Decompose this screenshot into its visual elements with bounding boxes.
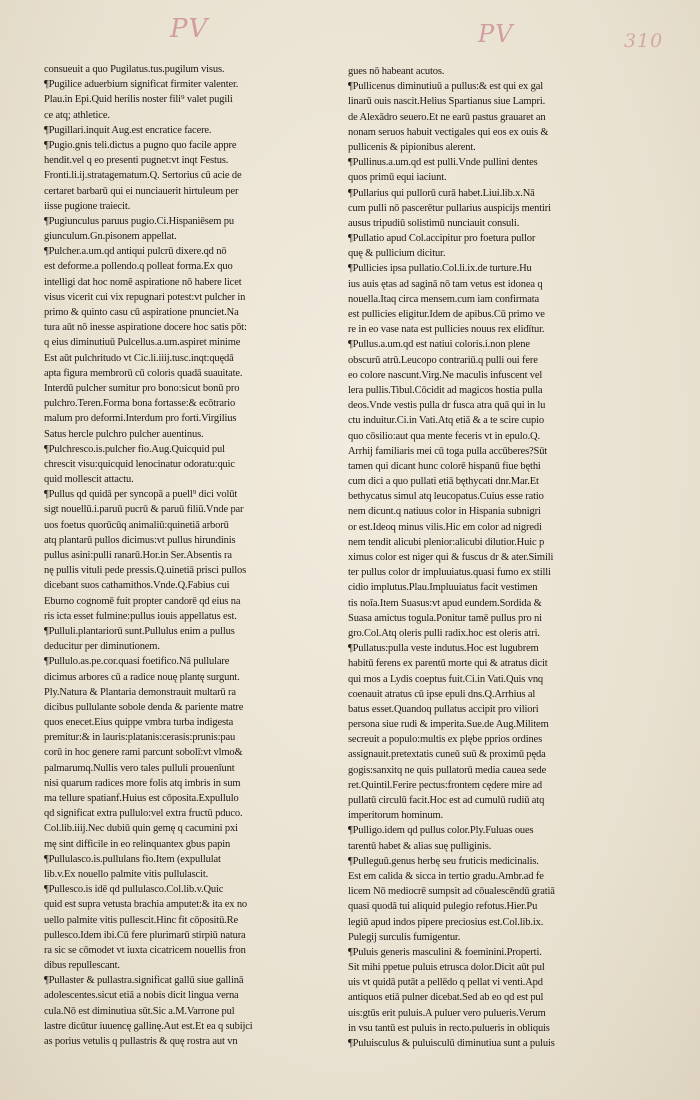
text-line: Ply.Natura & Plantaria demonstrauit multarū ra [44,686,236,698]
text-line: Plau.in Epi.Quid herilis noster fili⁹ valet pugili [44,94,233,106]
text-line: tamen qui dicant hunc colorē hispanū fiue bęthi [348,460,541,472]
text-line: Est aūt pulchritudo vt Cic.li.iiij.tusc.inqt:quędā [44,352,234,364]
text-line: ¶Pullatus:pulla veste indutus.Hoc est lugubrem [348,643,539,655]
text-line: re in eo vase nata est pullicies nouus rex elidītur. [348,324,545,336]
text-line: antiquos etiā pulner dicebat.Sed ab eo qd est pul [348,992,544,1004]
text-line: batus esset.Quandoq pullatus accipit pro viliori [348,703,539,715]
text-line: pullus asini:pulli ranarū.Hor.in Ser.Absentis ra [44,550,232,561]
text-line: gues nō habeant acutos. [348,66,445,77]
text-line: cula.Nō est diminutiua sūt.Sic a.M.Varrone pul [44,1005,235,1017]
text-line: ¶Pullicies ipsa pullatio.Col.li.ix.de turture.Hu [348,263,532,275]
text-line: Pulegij surculis fumigentur. [348,931,461,943]
text-line: quos enecet.Eius quippe vmbra turba indigesta [44,717,234,729]
text-line: deducitur per diminutionem. [44,641,160,653]
text-line: corū in hoc genere rami parcunt sobolī:vt vlmo& [44,747,243,759]
text-line: est pullicies eligitur.Idem de apibus.Cū primo ve [348,309,545,320]
text-line: lera pullis.Tibul.Cōcidit ad magicos hostia pulla [348,384,543,396]
text-line: imperitorum hominum. [348,810,443,822]
text-line: deos.Vnde vestis pulla dr fusca atra quā qui in lu [348,400,546,412]
text-line: nouella.Itaq circa mensem.cum iam confirmata [348,293,540,305]
text-column-left [44,62,306,1049]
text-line: Eburno cognomē fuit propter candorē qd eius na [44,595,241,607]
text-line: Fronti.li.ij.stratagematum.Q. Sertorius cū acie de [44,170,242,182]
text-line: pullesco.Idem ibi.Cū fere plurimarū stirpiū natura [44,929,246,941]
text-line: ce atq; athletice. [44,109,110,121]
text-line: ctu induitur.Ci.in Vati.Atq etiā & a te scire cupio [348,415,544,427]
text-line: ¶Pulligo.idem qd pullus color.Ply.Fuluas oues [348,825,534,837]
text-line: visus vicerit cui vix repugnari potest:vt pulcher in [44,291,246,303]
text-line: tura aūt nō inesse aspiratione docere hoc satis pōt: [44,322,247,334]
text-line: ¶Pulluli.plantariorū sunt.Pullulus enim a pullus [44,625,235,637]
text-line: habitū ferens ex parentū morte qui & atratus dicit [348,658,548,670]
text-line: uello palmite vitis pullescit.Hinc fit cōpositū.Re [44,914,239,926]
text-line: gro.Col.Atq oleris pulli radix.hoc est oleris atri. [348,627,540,639]
text-line: ter pullus color dr impluuiatus.quasi fumo ex stilli [348,567,551,579]
text-line: assignauit.pretextatis cuneū suū & proximū pęda [348,749,546,761]
text-line: ra sic se cōmodet vt iuxta cicatricem nouellis fron [44,944,246,956]
text-line: Sit mihi ppetue puluis etrusca dolor.Dicit aūt pul [348,962,545,974]
text-line: Arrhij familiaris mei cū toga pulla accūberes?Sūt [348,445,548,457]
text-line: adolescentes.sicut etiā a nobis dicit lingua verna [44,990,239,1002]
text-line: pullatū circulū facit.Hoc est ad cumulū rudiū atq [348,795,545,806]
text-line: ¶Puluisculus & puluisculū diminutiua sunt a puluis [348,1038,555,1049]
text-line: tarentū habet & alias suę pulliginis. [348,840,492,852]
text-line: ¶Pullulasco.is.pullulans fio.Item (expullulat [44,853,221,865]
text-line: dicebant suos cathamithos.Vnde.Q.Fabius cui [44,580,230,592]
text-line: tis noīa.Item Suasus:vt apud eundem.Sordida & [348,597,542,609]
text-line: pulchro.Teren.Forma bona fortasse:& ecōtrario [44,398,236,410]
text-line: in vsu tantū est puluis in recto.pulueris in obliquis [348,1022,550,1034]
text-line: sigt nouellū.i.paruū pucrū & paruū filiū.Vnde par [44,504,244,516]
text-line: linarū ouis nascit.Helius Spartianus siue Lampri. [348,96,546,108]
text-line: ¶Pullesco.is idē qd pullulasco.Col.lib.v.Quic [44,884,224,896]
text-line: ¶Pulchresco.is.pulcher fio.Aug.Quicquid pul [44,443,225,455]
text-line: ris icta esset fulmine:pullus iouis appellatus est. [44,610,237,622]
text-line: qd significat extra pullulo:vel extra fructū pduco. [44,808,243,820]
text-line: ¶Pullinus.a.um.qd est pulli.Vnde pullini dentes [348,157,538,169]
text-line: quo cōsilio:aut qua mente feceris vt in epulo.Q. [348,430,540,442]
text-line: nem tendit alicubi plenior:alicubi dilutior.Huic p [348,536,545,548]
text-line: as porius vetulis q pullastris & quę rostra aut vn [44,1036,238,1047]
text-line: ¶Pugiunculus paruus pugio.Ci.Hispaniēsem pu [44,215,234,227]
text-line: Satus hercle pulchro pulcher auentinus. [44,428,204,440]
text-line: Est em calida & sicca in tertio gradu.Ambr.ad fe [348,870,544,882]
text-line: quasi quodā tui aliquid pulegio refotus.Hier.Pu [348,901,538,913]
text-line: Suasa amictus togula.Ponitur tamē pullus pro ni [348,612,542,624]
text-line: gogis:sanxitq ne quis pullatorū media cauea sede [348,764,547,776]
text-line: dibus repullescant. [44,960,120,972]
text-line: giunculum.Gn.pisonem appellat. [44,231,177,243]
text-line: nisi quarum radices more folis atq imbris in sum [44,777,241,789]
text-line: quid mollescit attactu. [44,474,134,486]
text-line: ximus color est niger qui & fuscus dr & ater.Simili [348,552,554,563]
text-line: palmarumq.Nullis vero tales pulluli prouenīunt [44,762,235,774]
text-line: ¶Pullus qd quidā per syncopā a puell⁹ dici volūt [44,489,238,501]
handwritten-mark-right: PV [478,20,514,48]
text-line: or est.Ideoq minus vilis.Hic em color ad nigredi [348,521,542,533]
text-line: ¶Pulleguū.genus herbę seu fruticis medicinalis. [348,855,539,867]
text-line: quos primū equi iaciunt. [348,172,447,184]
text-line: ausus tripudiū solistimū nunciauit consuli. [348,217,520,229]
text-line: chrescit visu:quicquid lenocinatur odoratu:quic [44,458,235,470]
text-line: hendit.vel q eo presenti pugnet:vt inqt Festus. [44,155,229,167]
handwritten-mark-left: PV [170,14,209,44]
text-line: q eius diminutiuū Pulcellus.a.um.aspiret minime [44,337,241,349]
text-line: certaret barbarū qui ei nunciauerit hirtuleum per [44,185,239,197]
text-line: nę pullis vituli pede pressis.Q.uinetiā prisci pullos [44,565,247,577]
text-line: ¶Pugio.gnis teli.dictus a pugno quo facile appre [44,139,237,151]
text-line: lib.v.Ex nouello palmite vitis pullulascit. [44,868,209,880]
text-line: pullicenis & pipionibus alerent. [348,141,476,153]
text-line: eo colore nascunt.Virg.Ne maculis infuscent vel [348,369,543,381]
text-line: bethycatus simul atq leucopatus.Cuius esse ratio [348,491,544,503]
text-line: dicibus pullulante sobole denda & pariente matre [44,701,244,713]
text-line: uis vt quidā putāt a pellēdo q pellat vi venti.Apd [348,977,543,989]
text-line: ¶Pullarius qui pullorū curā habet.Liui.lib.x.Nā [348,187,535,199]
text-line: mę sint difficile in eo relinquantex gbus papin [44,838,231,850]
text-line: ¶Pugillari.inquit Aug.est encratice facere. [44,124,212,136]
text-line: cum pulli nō pascerētur pullarius auspicijs mentiri [348,202,551,214]
text-line: licem Nō mediocrē sumpsit ad cōualescēndū gratiā [348,886,555,898]
text-line: ¶Pullaster & pullastra.significat gallū siue gallinā [44,975,244,987]
text-line: qui mos a Lydis coeptus fuit.Ci.in Vati.Quis vnq [348,673,544,685]
text-line: est deforme.a pollendo.q polleat forma.Ex quo [44,261,233,273]
text-line: iisse pugione traiecit. [44,200,131,212]
text-line: ma tellure spatianf.Huius est cōposita.Expullulo [44,793,239,804]
text-line: consueuit a quo Pugilatus.tus.pugilum visus. [44,64,225,75]
text-line: ¶Pullatio apud Col.accipitur pro foetura pullor [348,233,536,245]
text-line: intelligi dat hoc nomē aspiratione nō habere licet [44,276,242,288]
text-line: ¶Pullicenus diminutiuū a pullus:& est qui ex gal [348,81,544,93]
text-line: obscurū atrū.Leucopo contrariū.q pulli oui fere [348,354,538,366]
text-line: ius auis ętas ad saginā nō tam vetus est idonea q [348,278,543,290]
text-line: atq plantarū pullos dicimus:vt pullus hirundinis [44,534,236,546]
text-line: premitur:& in lauris:platanis:cerasis:prunis:pau [44,732,236,744]
text-line: Col.lib.iiij.Nec dubiū quin gemę q cacumini pxi [44,823,238,835]
text-line: de Alexādro seuero.Et ne earū pastus grauaret an [348,111,546,123]
text-line: quę & pullicium dicitur. [348,248,446,260]
folio-number: 310 [624,30,664,52]
text-line: nem dicunt.q natiuus color in Hispania subnigri [348,506,541,518]
text-line: quid est supra vetusta brachia amputet:& ita ex no [44,899,248,911]
text-line: malum pro deformi.Interdum pro forti.Virgilius [44,413,237,425]
text-line: lastre dicūtur iuuencę gallinę.Aut est.Et ea q subijci [44,1020,253,1032]
text-line: ¶Pugilice aduerbium significat firmiter valenter. [44,79,239,91]
text-line: nonam seruos habuit vectigales qui eos ex ouis & [348,126,549,138]
text-line: dicimus arbores cū a radice nouę plantę surgunt. [44,671,240,683]
text-line: ¶Pulcher.a.um.qd antiqui pulcrū dixere.qd nō [44,246,227,258]
text-line: cidio implutus.Plau.Impluuiatus facit vestimen [348,582,538,594]
text-line: uis:gtūs erit puluis.A puluer vero pulueris.Verum [348,1007,546,1019]
text-line: persona siue rudi & imperita.Sue.de Aug.Militem [348,719,549,731]
text-line: Interdū pulcher sumitur pro bono:sicut bonū pro [44,382,240,394]
text-line: secreuit a populo:multis ex plębe pprios ordines [348,734,543,746]
text-line: ¶Pullulo.as.pe.cor.quasi foetifico.Nā pullulare [44,656,230,668]
text-column-right [348,64,610,1051]
text-line: uos foetus quorūcūq animaliū:quinetiā arborū [44,519,229,531]
text-line: coenauit atratus cū ipse epuli dns.Q.Arrhius al [348,688,536,700]
text-line: apta figura membrorū cū coloris quadā suauitate. [44,367,243,379]
text-line: ¶Pullus.a.um.qd est natiui coloris.i.non plene [348,339,530,351]
text-line: cum dici a quo pullati etiā bęthycati dnr.Mar.Et [348,476,539,488]
text-line: primo & quinto casu cū aspiratione pnunciet.Na [44,307,239,318]
text-line: ¶Puluis generis masculini & foeminini.Properti. [348,946,542,958]
text-line: legiū apud indos pipere preciosius est.Col.lib.ix. [348,916,544,928]
text-line: ret.Quintil.Ferire pectus:frontem cędere mire ad [348,779,542,791]
